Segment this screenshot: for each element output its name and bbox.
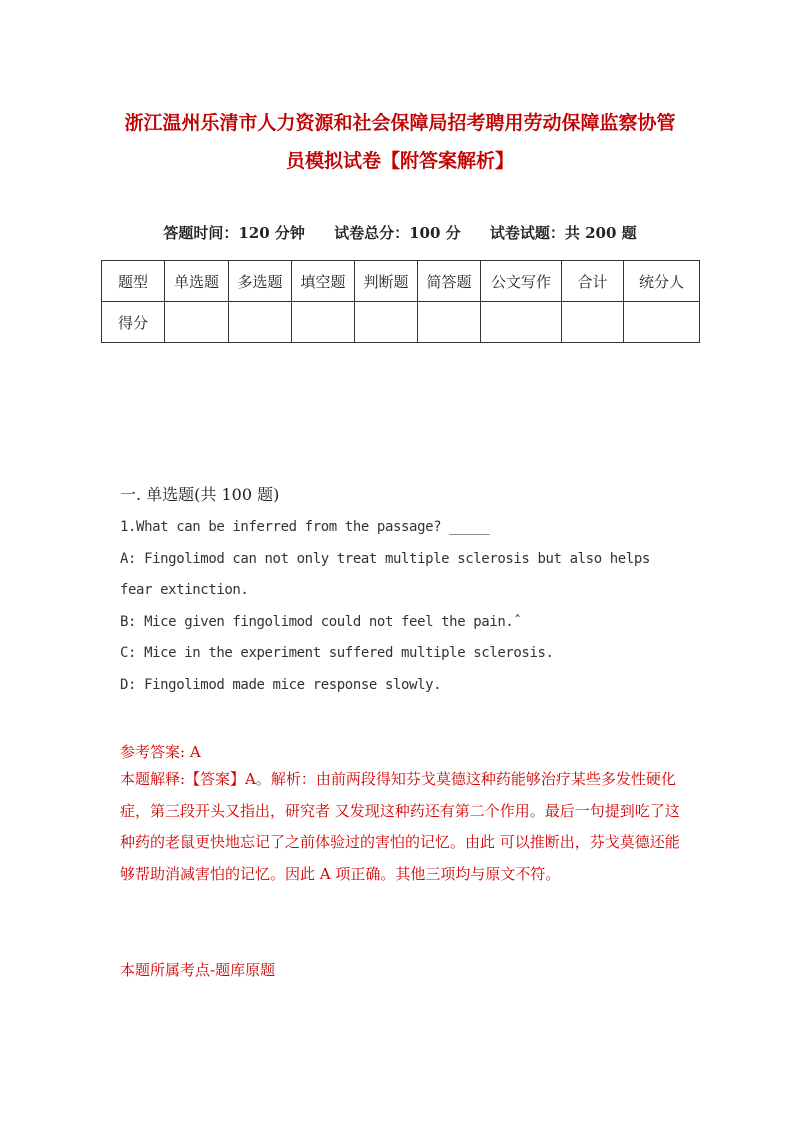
score-header-cell: 填空题 (292, 261, 355, 302)
question-source: 本题所属考点-题库原题 (120, 961, 276, 979)
document-title-line-1: 浙江温州乐清市人力资源和社会保障局招考聘用劳动保障监察协管 (124, 112, 676, 134)
score-cell (355, 302, 418, 343)
score-header-cell: 判断题 (355, 261, 418, 302)
score-table-score-row (102, 302, 700, 343)
score-header-cell: 统分人 (624, 261, 700, 302)
question-stem: 1.What can be inferred from the passage? _____ (120, 519, 490, 535)
score-cell (165, 302, 229, 343)
option-b: B: Mice given fingolimod could not feel the pain.ˆ (120, 614, 522, 630)
score-cell (624, 302, 700, 343)
option-a-line-2: fear extinction. (120, 582, 249, 598)
option-a-line-1: A: Fingolimod can not only treat multiple sclerosis but also helps (120, 551, 650, 567)
score-table (101, 260, 700, 343)
score-cell (292, 302, 355, 343)
score-header-cell: 简答题 (418, 261, 481, 302)
section-title: 一. 单选题(共 100 题) (120, 485, 280, 504)
reference-answer: 参考答案: A (120, 743, 201, 761)
score-cell (418, 302, 481, 343)
score-table-header-row (102, 261, 700, 302)
score-header-cell: 公文写作 (481, 261, 562, 302)
score-header-cell: 单选题 (165, 261, 229, 302)
exam-total-score: 试卷总分：100 分 (334, 224, 461, 242)
score-cell (229, 302, 292, 343)
answer-explanation: 本题解释:【答案】A。解析：由前两段得知芬戈莫德这种药能够治疗某些多发性硬化症，第三段开头又指出，研究者 又发现这种药还有第二个作用。最后一句提到吃了这种药的老鼠更快地忘记了之前体验过的害怕的记忆。由此 可以推断出，芬戈莫德还能够帮助消减害怕的记忆。因此 A 项正确。其他三项均与原文不符。 (120, 770, 680, 883)
score-row-label: 得分 (102, 302, 165, 343)
score-header-cell: 合计 (562, 261, 624, 302)
score-header-cell: 多选题 (229, 261, 292, 302)
exam-time: 答题时间：120 分钟 (163, 224, 305, 242)
exam-total-questions: 试卷试题：共 200 题 (489, 224, 637, 242)
document-title-line-2: 员模拟试卷【附答案解析】 (285, 150, 514, 172)
score-cell (481, 302, 562, 343)
score-cell (562, 302, 624, 343)
exam-meta (0, 222, 800, 243)
option-c: C: Mice in the experiment suffered multiple sclerosis. (120, 645, 554, 661)
option-d: D: Fingolimod made mice response slowly. (120, 677, 442, 693)
score-header-cell: 题型 (102, 261, 165, 302)
